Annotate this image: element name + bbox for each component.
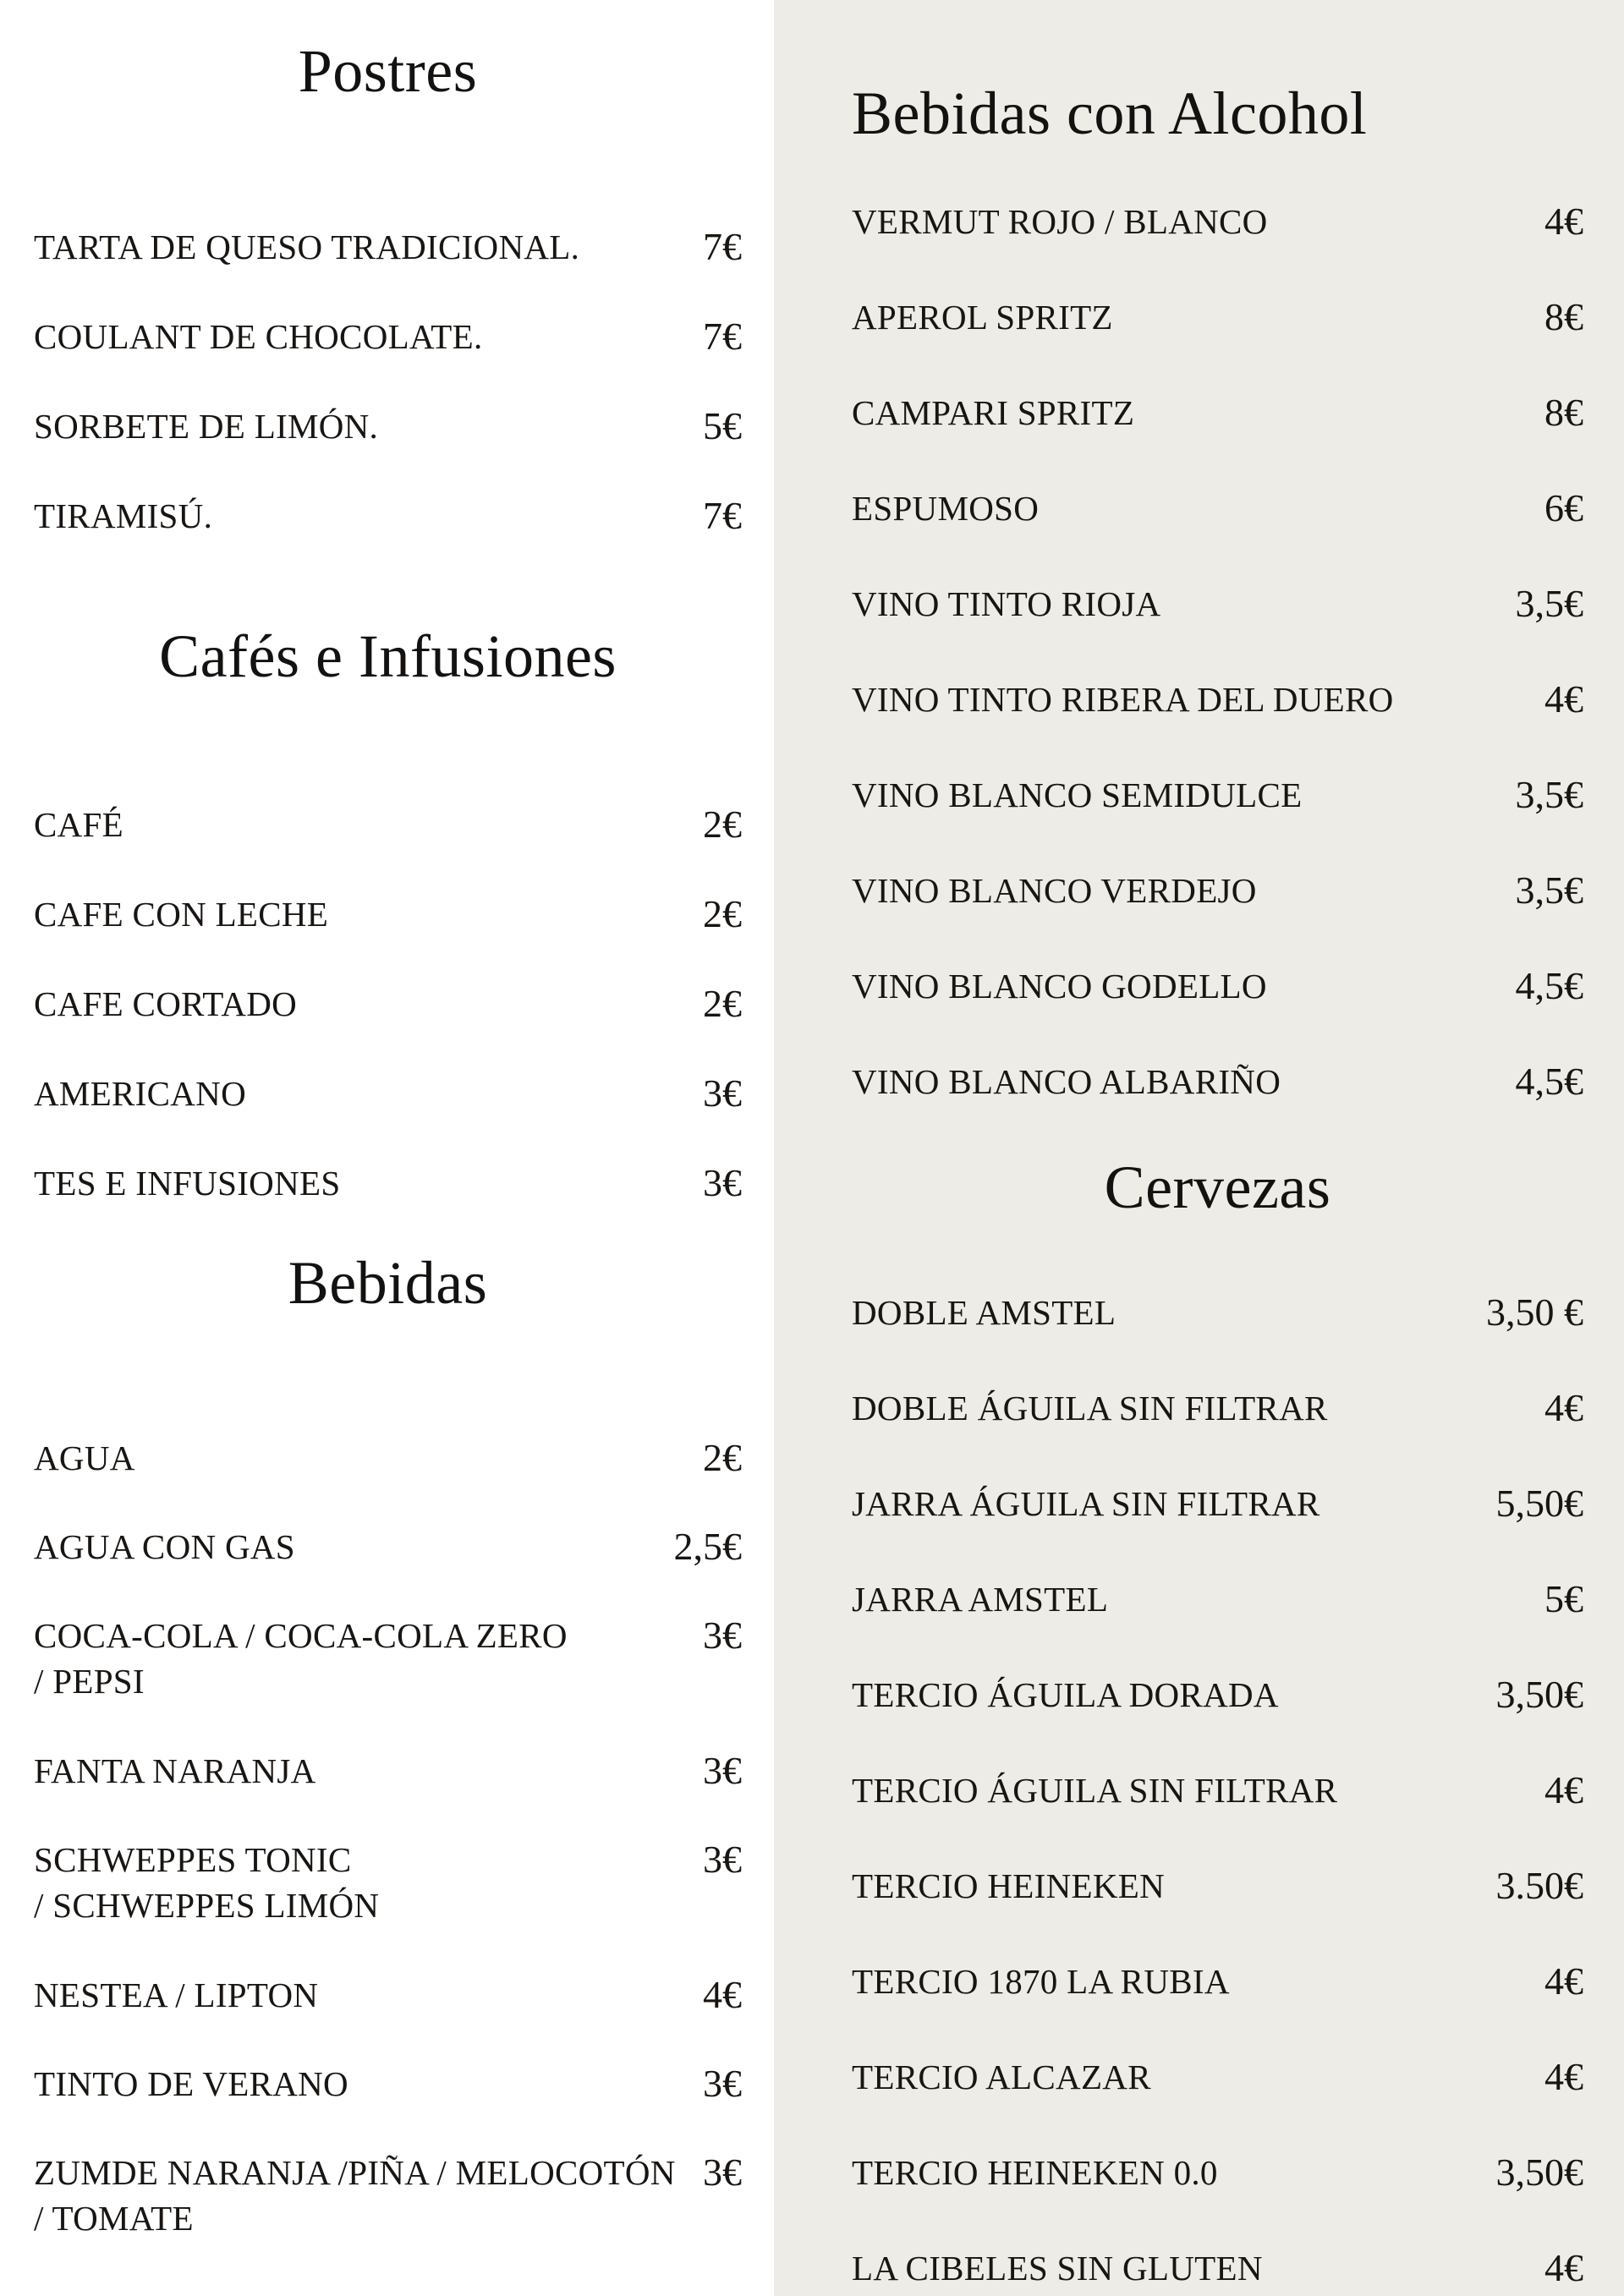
item-price: 8€ [1544,391,1583,435]
section-title-cafes-infusiones: Cafés e Infusiones [159,622,617,691]
item-label: TERCIO HEINEKEN [852,1866,1166,1906]
item-label: AGUA [34,1438,135,1477]
item-label-line2: / PEPSI [34,1661,145,1701]
item-price: 7€ [703,315,742,359]
item-label: CAFÉ [34,805,124,845]
item-price: 4€ [1544,1386,1583,1430]
item-label: TINTO DE VERANO [34,2063,348,2103]
item-price: 3.50€ [1495,1864,1583,1908]
item-label: VINO BLANCO SEMIDULCE [852,775,1303,815]
item-price: 3,50€ [1495,2151,1583,2195]
item-price: 7€ [703,225,742,269]
menu-item [34,1837,742,1929]
item-price: 4,5€ [1515,1060,1583,1104]
item-label: COCA-COLA / COCA-COLA ZERO / PEPSI [34,1613,568,1705]
menu-item [852,868,1583,913]
item-label: TERCIO ALCAZAR [852,2058,1151,2097]
item-price: 4,5€ [1515,964,1583,1008]
menu-item [34,1071,742,1116]
item-price: 2€ [703,803,742,847]
menu-item [852,390,1583,436]
menu-item [852,1385,1583,1431]
item-label: VERMUT ROJO / BLANCO [852,202,1268,242]
item-price: 6€ [1544,486,1583,530]
item-label: JARRA ÁGUILA SIN FILTRAR [852,1484,1320,1524]
menu-item [852,581,1583,627]
menu-item [34,981,742,1027]
item-label: VINO BLANCO GODELLO [852,967,1267,1006]
menu-item [34,891,742,937]
menu-item [34,2150,742,2242]
item-label: AMERICANO [34,1074,246,1114]
item-price: 4€ [1544,2055,1583,2099]
menu-item [852,1059,1583,1104]
item-price: 2€ [703,982,742,1026]
item-price: 2€ [703,892,742,936]
item-label: ZUMDE NARANJA /PIÑA / MELOCOTÓN / TOMATE [34,2150,676,2242]
item-label: TARTA DE QUESO TRADICIONAL. [34,227,580,267]
section-title-bebidas-con-alcohol: Bebidas con Alcohol [852,79,1368,147]
item-price: 7€ [703,494,742,538]
item-label: NESTEA / LIPTON [34,1975,319,2014]
menu-item [852,1576,1583,1622]
item-label: VINO BLANCO VERDEJO [852,871,1257,911]
item-price: 3,50€ [1495,1673,1583,1717]
item-label: DOBLE AMSTEL [852,1293,1116,1333]
menu-item [852,294,1583,340]
item-price: 3€ [703,1837,742,1881]
item-price: 5,50€ [1495,1482,1583,1526]
section-title-postres: Postres [298,37,478,105]
item-label: AGUA CON GAS [34,1526,295,1566]
item-label: LA CIBELES SIN GLUTEN [852,2249,1263,2288]
item-price: 3€ [703,1748,742,1792]
item-price: 3€ [703,2061,742,2105]
item-price: 3€ [703,1071,742,1115]
item-label: SORBETE DE LIMÓN. [34,407,379,447]
item-price: 3,5€ [1515,582,1583,626]
menu-item [34,1160,742,1206]
item-price: 2,5€ [673,1524,742,1568]
item-price: 4€ [1544,1959,1583,2003]
menu-item [34,802,742,847]
menu-item [852,1863,1583,1909]
menu-item [34,1748,742,1794]
menu-item [34,2061,742,2107]
section-bebidas-items [34,1435,742,2242]
item-label-line2: / TOMATE [34,2198,194,2238]
item-label: DOBLE ÁGUILA SIN FILTRAR [852,1389,1328,1428]
item-label: TES E INFUSIONES [34,1164,341,1203]
section-title-bebidas: Bebidas [288,1249,488,1318]
item-price: 5€ [703,404,742,448]
menu-item [852,1672,1583,1718]
section-cafes-items [34,802,742,1206]
item-label: CAFE CORTADO [34,984,298,1024]
item-price: 2€ [703,1435,742,1479]
menu-item [34,403,742,449]
item-price: 3€ [703,1613,742,1657]
item-label-line2: / SCHWEPPES LIMÓN [34,1885,380,1925]
item-label: CAFE CON LECHE [34,895,329,934]
menu-item [34,314,742,359]
item-label: TERCIO ÁGUILA DORADA [852,1675,1279,1715]
item-label: CAMPARI SPRITZ [852,393,1135,433]
item-price: 4€ [1544,200,1583,244]
item-price: 4€ [1544,1768,1583,1812]
item-price: 3,5€ [1515,869,1583,912]
menu-item [34,1972,742,2018]
menu-item [852,2150,1583,2195]
menu-item [34,224,742,270]
right-column [774,0,1624,2296]
item-price: 4€ [1544,2246,1583,2290]
item-price: 3€ [703,2150,742,2194]
item-label: TERCIO 1870 LA RUBIA [852,1962,1230,2002]
menu-item [34,493,742,539]
menu-item [34,1435,742,1481]
item-label: SCHWEPPES TONIC / SCHWEPPES LIMÓN [34,1837,379,1929]
menu-item [852,2245,1583,2291]
item-price: 3€ [703,1161,742,1205]
item-label: FANTA NARANJA [34,1751,316,1790]
item-price: 8€ [1544,295,1583,339]
menu-item [852,199,1583,244]
menu-item [852,677,1583,722]
menu-item [852,963,1583,1009]
item-label: VINO TINTO RIBERA DEL DUERO [852,680,1394,720]
item-label: TERCIO ÁGUILA SIN FILTRAR [852,1771,1338,1811]
menu-item [34,1613,742,1705]
menu-item [852,1767,1583,1813]
section-alcohol-items [852,199,1583,1104]
menu-item [852,1481,1583,1526]
item-label: TERCIO HEINEKEN 0.0 [852,2153,1218,2193]
menu-item [852,485,1583,531]
left-column [0,0,774,2296]
item-label: VINO BLANCO ALBARIÑO [852,1062,1281,1102]
item-price: 4€ [1544,677,1583,721]
item-price: 5€ [1544,1577,1583,1621]
section-cervezas-items [852,1290,1583,2291]
item-label: APEROL SPRITZ [852,298,1113,337]
menu-item [34,1524,742,1570]
item-price: 3,5€ [1515,773,1583,817]
item-label: ESPUMOSO [852,489,1040,529]
menu-item [852,1290,1583,1335]
section-postres-items [34,224,742,539]
item-price: 4€ [703,1972,742,2016]
item-label: VINO TINTO RIOJA [852,584,1161,624]
item-label: JARRA AMSTEL [852,1580,1109,1619]
item-label: COULANT DE CHOCOLATE. [34,317,483,357]
item-price: 3,50 € [1486,1290,1583,1334]
section-title-cervezas: Cervezas [1104,1153,1331,1222]
menu-item [852,2054,1583,2100]
menu-item [852,1959,1583,2004]
menu-item [852,772,1583,818]
item-label: TIRAMISÚ. [34,496,213,536]
